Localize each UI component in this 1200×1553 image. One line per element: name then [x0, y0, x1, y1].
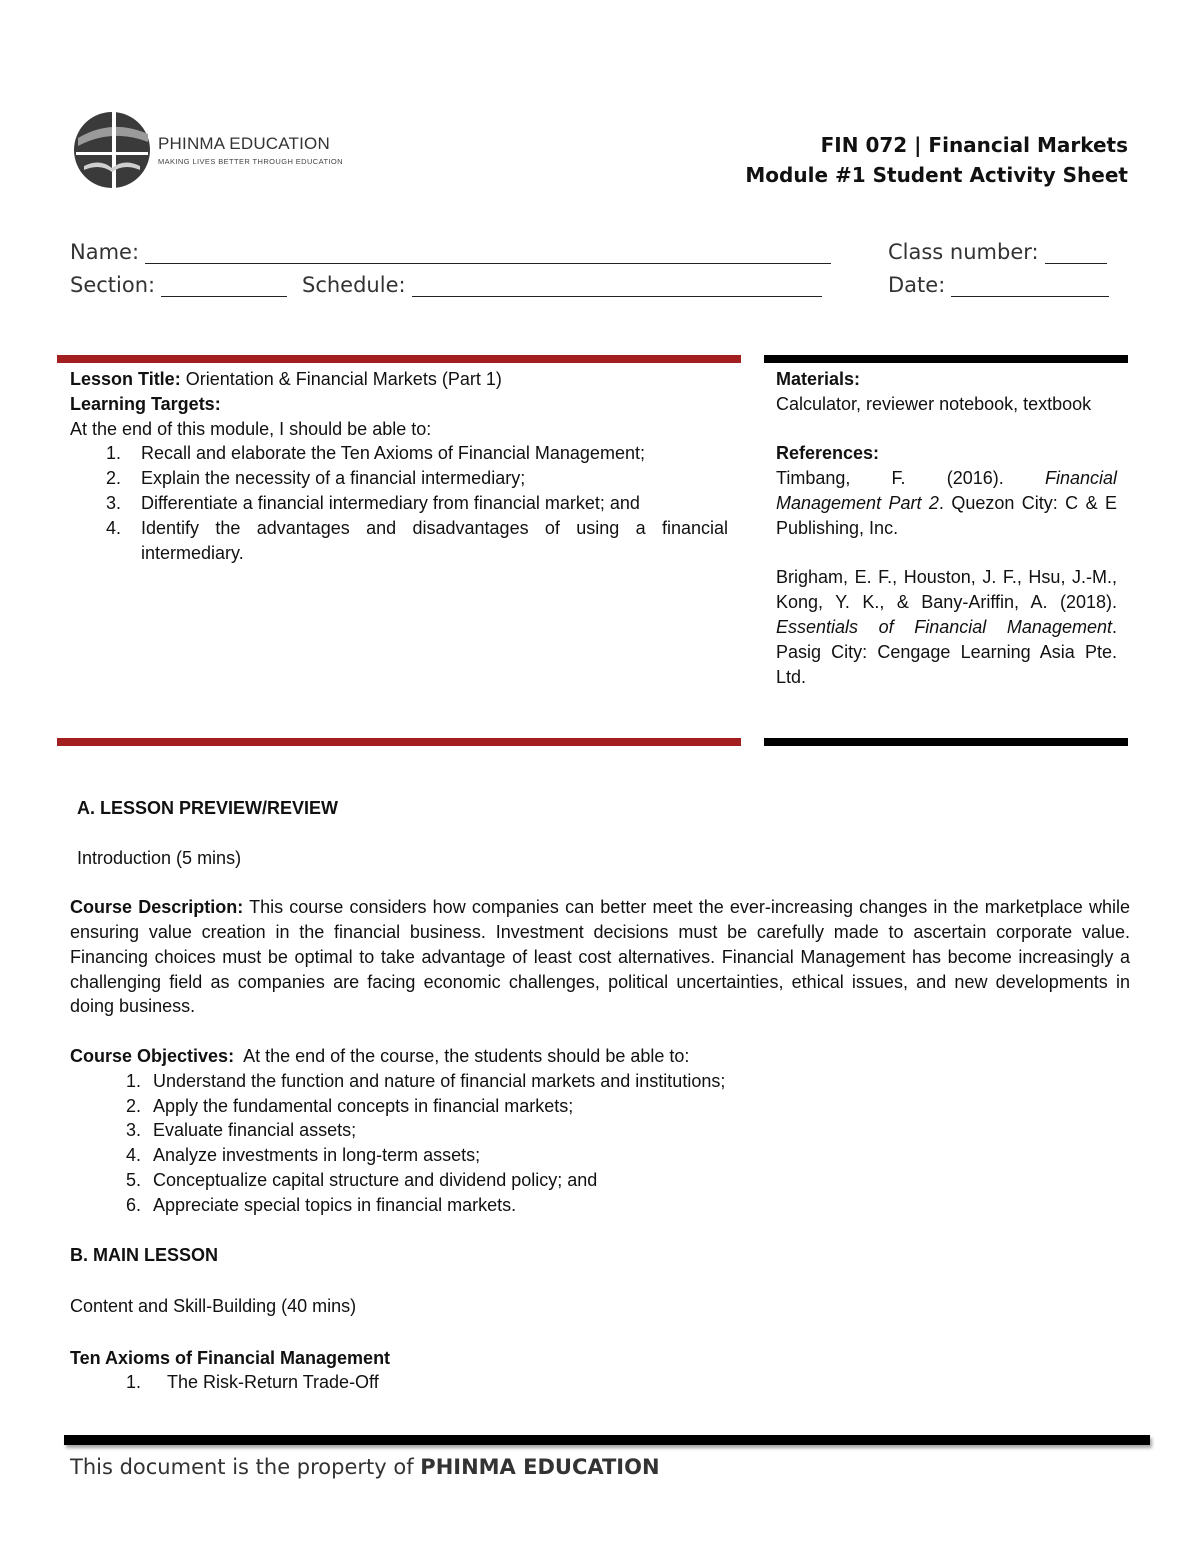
list-item	[70, 1069, 1130, 1094]
item-text: Identify the advantages and disadvantages of using a financial intermediary.	[141, 517, 728, 563]
materials-box-top-bar	[764, 355, 1128, 363]
schedule-blank[interactable]	[412, 274, 822, 297]
list-item	[70, 466, 728, 491]
axioms-heading: Ten Axioms of Financial Management	[70, 1347, 391, 1368]
list-item	[70, 1370, 1130, 1395]
footer-notice	[70, 1455, 660, 1479]
date-field[interactable]	[888, 273, 1109, 297]
item-number: 4.	[106, 517, 122, 538]
name-field[interactable]	[70, 240, 831, 264]
course-objectives-list	[70, 1069, 1130, 1218]
course-line: FIN 072 | Financial Markets	[820, 133, 1128, 157]
learning-targets-intro: At the end of this module, I should be able to:	[70, 418, 432, 439]
module-line: Module #1 Student Activity Sheet	[745, 163, 1128, 187]
class-number-blank[interactable]	[1045, 241, 1107, 264]
section-label: Section:	[70, 273, 156, 297]
materials-box-bottom-bar	[764, 738, 1128, 746]
item-number: 1.	[126, 1070, 142, 1091]
item-text: Conceptualize capital structure and dividend policy; and	[153, 1169, 598, 1190]
item-number: 2.	[126, 1095, 142, 1116]
section-blank[interactable]	[161, 274, 287, 297]
item-text: Apply the fundamental concepts in financial markets;	[153, 1095, 574, 1116]
list-item	[70, 1193, 1130, 1218]
learning-targets-label: Learning Targets:	[70, 393, 221, 414]
lesson-box-bottom-bar	[57, 738, 741, 746]
lesson-title	[70, 367, 728, 392]
item-number: 1.	[126, 1372, 142, 1393]
axioms-list	[70, 1370, 1130, 1395]
lesson-title-label: Lesson Title:	[70, 369, 181, 389]
list-item	[70, 1143, 1130, 1168]
section-a-intro: Introduction (5 mins)	[77, 847, 242, 868]
list-item	[70, 1118, 1130, 1143]
lesson-title-value: Orientation & Financial Markets (Part 1)	[185, 369, 502, 389]
section-b	[70, 1243, 1130, 1395]
course-objectives	[70, 1044, 1130, 1069]
section-a	[70, 796, 1130, 1218]
lesson-info	[70, 367, 728, 565]
ref-publisher: . Quezon City: C & E Publishing, Inc.	[776, 492, 1117, 538]
item-text: Differentiate a financial intermediary from financial market; and	[141, 492, 640, 513]
course-description-text: This course considers how companies can better meet the ever-increasing changes in the marketplace while ensuring value creation in the financial business. Investment decisions must be carefully made to ascertain corporate value. Financing choices must be optimal to take advantage of least cost alternatives. Financial Management has become increasingly a challenging field as companies are facing economic challenges, political uncertainties, ethical issues, and new developments in doing business.	[70, 897, 1130, 1017]
course-description-label: Course Description:	[70, 897, 244, 918]
footer-owner: PHINMA EDUCATION	[420, 1455, 660, 1479]
list-item	[70, 491, 728, 516]
item-number: 2.	[106, 468, 122, 489]
item-text: The Risk-Return Trade-Off	[167, 1372, 379, 1393]
section-b-heading: B. MAIN LESSON	[70, 1245, 219, 1265]
learning-targets-list	[70, 441, 728, 565]
class-number-field[interactable]	[888, 240, 1107, 264]
item-number: 5.	[126, 1169, 142, 1190]
ref-authors: Brigham, E. F., Houston, J. F., Hsu, J.-M., Kong, Y. K., & Bany-Ariffin, A. (2018).	[776, 567, 1117, 613]
date-label: Date:	[888, 273, 946, 297]
schedule-label: Schedule:	[302, 273, 406, 297]
item-text: Evaluate financial assets;	[153, 1120, 357, 1141]
reference-1	[776, 466, 1117, 540]
materials-value: Calculator, reviewer notebook, textbook	[776, 393, 1092, 414]
date-blank[interactable]	[951, 274, 1109, 297]
references-label: References:	[776, 443, 880, 464]
document-title	[745, 130, 1128, 190]
schedule-field[interactable]	[302, 273, 822, 297]
list-item	[70, 441, 728, 466]
section-a-heading: A. LESSON PREVIEW/REVIEW	[77, 798, 339, 818]
section-field[interactable]	[70, 273, 287, 297]
ref-authors: Timbang, F. (2016).	[776, 468, 1045, 489]
section-b-intro: Content and Skill-Building (40 mins)	[70, 1295, 357, 1316]
logo-emblem-icon	[72, 108, 152, 192]
name-label: Name:	[70, 240, 140, 264]
item-number: 4.	[126, 1145, 142, 1166]
item-number: 3.	[126, 1120, 142, 1141]
list-item	[70, 1094, 1130, 1119]
ref-title: Essentials of Financial Management	[776, 616, 1112, 637]
footer-bar	[64, 1435, 1150, 1445]
ref-publisher: . Pasig City: Cengage Learning Asia Pte. Ltd.	[776, 616, 1117, 687]
phinma-logo	[72, 108, 343, 192]
list-item	[70, 1168, 1130, 1193]
item-number: 3.	[106, 492, 122, 513]
item-text: Recall and elaborate the Ten Axioms of Financial Management;	[141, 443, 645, 464]
materials-label: Materials:	[776, 369, 861, 389]
reference-2	[776, 565, 1117, 689]
item-text: Explain the necessity of a financial intermediary;	[141, 468, 526, 489]
item-text: Understand the function and nature of financial markets and institutions;	[153, 1070, 726, 1091]
logo-name: PHINMA EDUCATION	[158, 134, 330, 153]
footer-prefix: This document is the property of	[70, 1455, 421, 1479]
name-blank[interactable]	[145, 241, 831, 264]
ref-title: Financial Management Part 2	[776, 468, 1117, 513]
course-objectives-label: Course Objectives:	[70, 1045, 235, 1066]
item-number: 1.	[106, 443, 122, 464]
course-description	[70, 895, 1130, 1019]
logo-tagline: MAKING LIVES BETTER THROUGH EDUCATION	[158, 157, 343, 166]
item-text: Appreciate special topics in financial markets.	[153, 1194, 517, 1215]
class-number-label: Class number:	[888, 240, 1039, 264]
list-item	[70, 516, 728, 566]
item-number: 6.	[126, 1194, 142, 1215]
lesson-box-top-bar	[57, 355, 741, 363]
materials-references	[776, 367, 1117, 689]
course-objectives-intro: At the end of the course, the students should be able to:	[234, 1045, 690, 1066]
item-text: Analyze investments in long-term assets;	[153, 1145, 481, 1166]
